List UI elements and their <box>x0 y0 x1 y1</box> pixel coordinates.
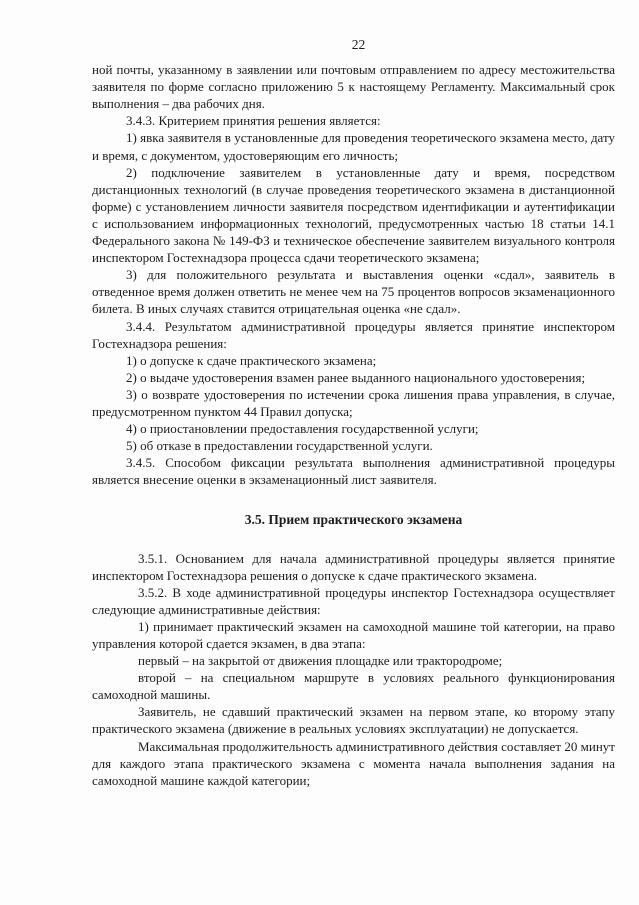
paragraph: 1) явка заявителя в установленные для проведения теоретического экзамена место, дату и время, с документом, удостоверяющим его личность; <box>92 130 615 163</box>
paragraph: 5) об отказе в предоставлении государственной услуги. <box>126 438 433 454</box>
paragraph: 3) о возврате удостоверения по истечении срока лишения права управления, в случае, предусмотренном пунктом 44 Правил допуска; <box>92 386 615 419</box>
paragraph: 1) о допуске к сдаче практического экзамена; <box>126 352 377 368</box>
paragraph: ной почты, указанному в заявлении или почтовым отправлением по адресу местожительства заявителя по форме согласно приложению 5 к настоящему Регламенту. Максимальный срок выполнения – два рабочих дня. <box>92 62 615 112</box>
paragraph: Максимальная продолжительность административного действия составляет 20 минут для каждого этапа практического экзамена с момента начала выполнения задания на самоходной машине каждой категории; <box>92 738 615 788</box>
paragraph: 2) о выдаче удостоверения взамен ранее выданного национального удостоверения; <box>126 369 586 385</box>
paragraph: 3.4.4. Результатом административной процедуры является принятие инспектором Гостехнадзора решения: <box>92 318 615 351</box>
paragraph: Заявитель, не сдавший практический экзамен на первом этапе, ко второму этапу практического экзамена (движение в реальных условиях эксплуатации) не допускается. <box>92 704 615 737</box>
section-heading: 3.5. Прием практического экзамена <box>244 512 463 528</box>
page-number: 22 <box>351 37 366 52</box>
paragraph: первый – на закрытой от движения площадке или трактородроме; <box>138 653 503 669</box>
paragraph: второй – на специальном маршруте в условиях реального функционирования самоходной машины. <box>92 670 615 703</box>
paragraph: 3.5.1. Основанием для начала административной процедуры является принятие инспектором Гостехнадзора решения о допуске к сдаче практического экзамена. <box>92 550 615 583</box>
paragraph: 3.4.3. Критерием принятия решения является: <box>126 113 381 129</box>
paragraph: 2) подключение заявителем в установленные дату и время, посредством дистанционных технологий (в случае проведения теоретического экзамена в дистанционной форме) с установлением личности заявителя посредством идентификации и аутентификации с использованием информационных технологий, предусмотренных частью 18 статьи 14.1 Федерального закона № 149-ФЗ и техническое обеспечение заявителем визуального контроля инспектором Гостехнадзора процесса сдачи теоретического экзамена; <box>92 164 615 266</box>
paragraph: 3) для положительного результата и выставления оценки «сдал», заявитель в отведенное время должен ответить не менее чем на 75 процентов вопросов экзаменационного билета. В иных случаях ставится отрицательная оценка «не сдал». <box>92 267 615 317</box>
paragraph: 3.4.5. Способом фиксации результата выполнения административной процедуры является внесение оценки в экзаменационный лист заявителя. <box>92 455 615 488</box>
paragraph: 1) принимает практический экзамен на самоходной машине той категории, на право управления которой сдается экзамен, в два этапа: <box>92 618 615 651</box>
paragraph: 4) о приостановлении предоставления государственной услуги; <box>126 421 479 437</box>
paragraph: 3.5.2. В ходе административной процедуры инспектор Гостехнадзора осуществляет следующие административные действия: <box>92 584 615 617</box>
